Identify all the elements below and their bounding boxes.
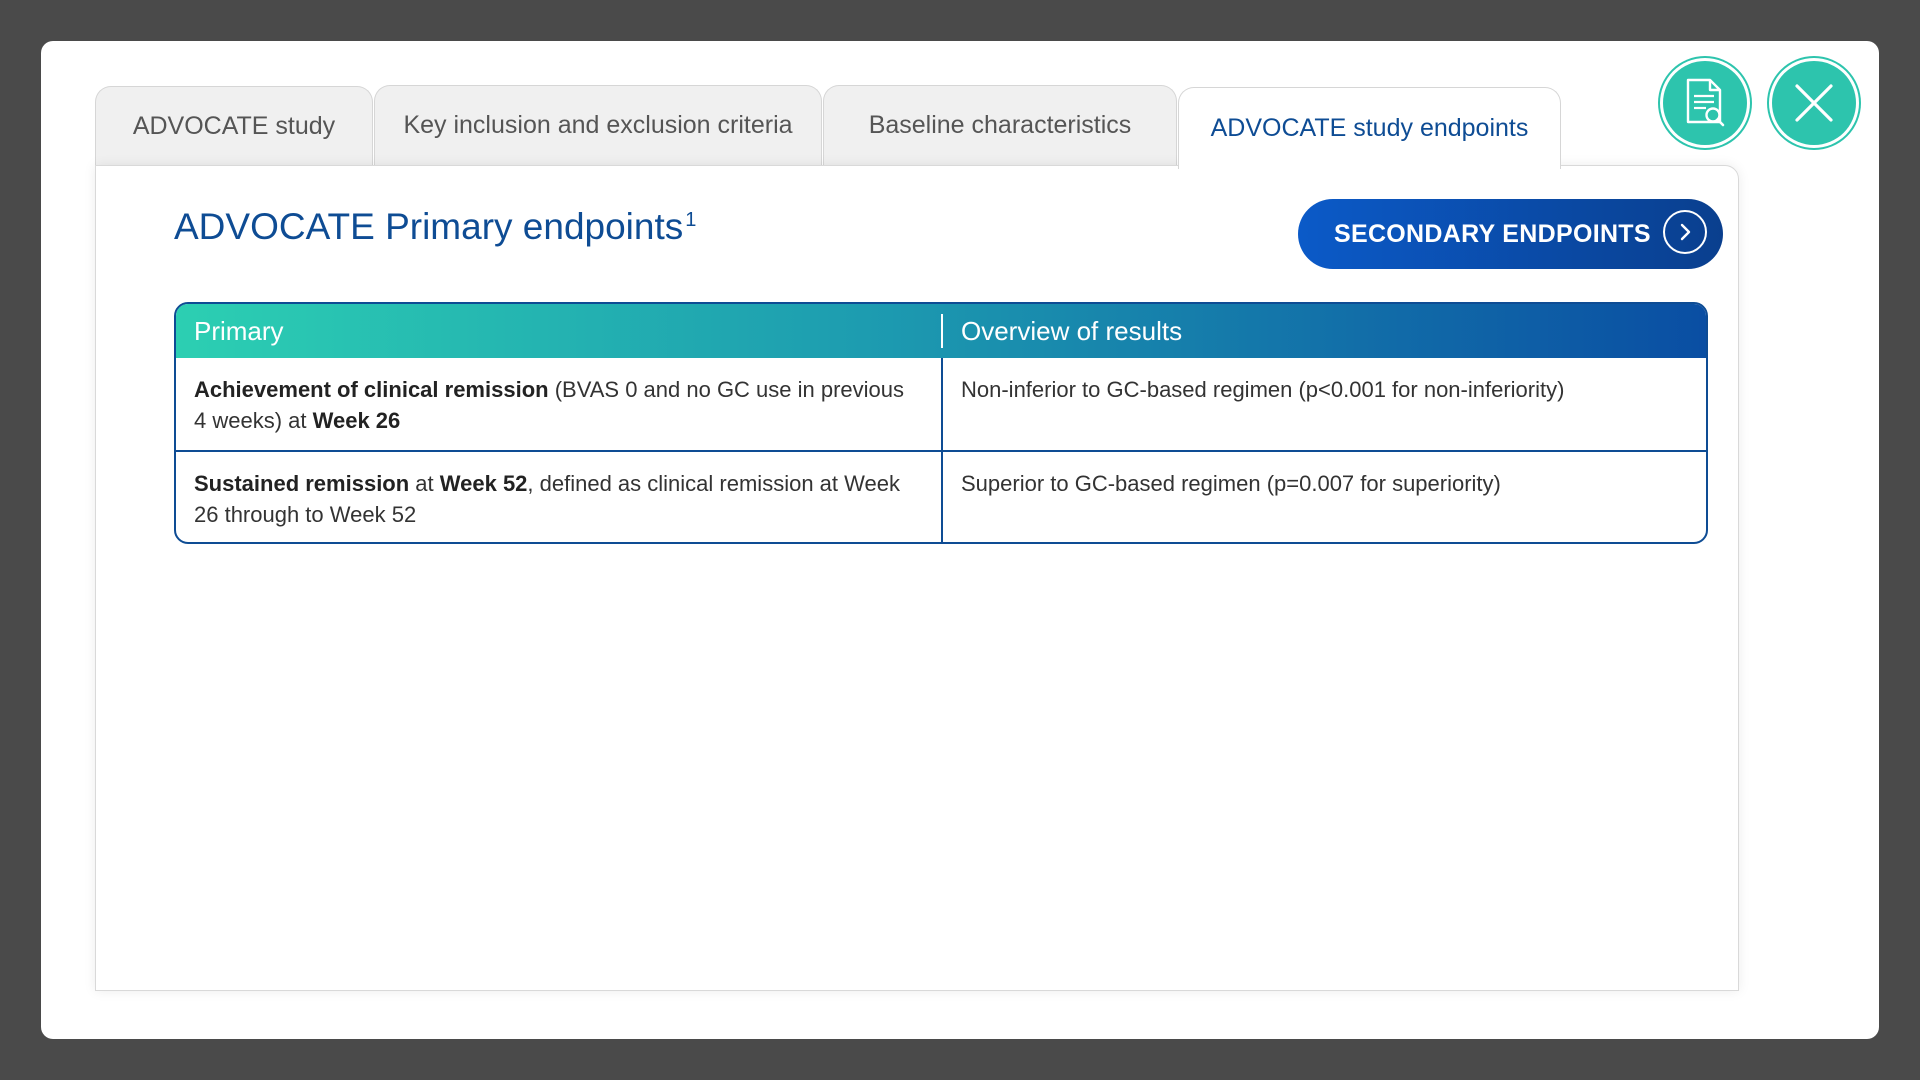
page-title xyxy=(174,206,696,248)
result-cell: Superior to GC-based regimen (p=0.007 for superiority) xyxy=(941,452,1706,542)
secondary-endpoints-label: SECONDARY ENDPOINTS xyxy=(1334,219,1651,248)
table-body xyxy=(176,358,1706,542)
endpoints-table xyxy=(174,302,1708,544)
table-row xyxy=(176,358,1706,450)
tab-advocate-study[interactable] xyxy=(95,86,373,166)
close-button[interactable] xyxy=(1772,61,1856,145)
primary-bold-week: Week 52 xyxy=(439,471,528,496)
tab-baseline-characteristics[interactable] xyxy=(823,85,1177,165)
tab-label: Key inclusion and exclusion criteria xyxy=(403,111,793,139)
footnote-ref: 1 xyxy=(685,208,697,231)
primary-cell xyxy=(176,452,941,542)
primary-bold: Achievement of clinical remission xyxy=(194,377,549,402)
table-row xyxy=(176,450,1706,542)
tab-label: ADVOCATE study endpoints xyxy=(1210,114,1529,142)
primary-bold-week: Week 26 xyxy=(312,408,401,433)
document-button[interactable] xyxy=(1663,61,1747,145)
primary-text: (BVAS 0 and no GC use in previous 4 weeks) at xyxy=(194,377,905,433)
primary-cell xyxy=(176,358,941,450)
content-panel xyxy=(95,165,1739,991)
modal-window xyxy=(41,41,1879,1039)
result-cell: Non-inferior to GC-based regimen (p<0.001 for non-inferiority) xyxy=(941,358,1706,450)
secondary-endpoints-button[interactable] xyxy=(1298,199,1723,269)
close-icon xyxy=(1792,81,1836,125)
column-header-primary: Primary xyxy=(194,315,284,346)
primary-bold: Sustained remission xyxy=(194,471,410,496)
document-search-icon xyxy=(1682,77,1728,129)
primary-text: at xyxy=(409,471,440,496)
page-title-text: ADVOCATE Primary endpoints xyxy=(174,206,684,247)
tab-label: ADVOCATE study xyxy=(132,112,336,140)
tab-label: Baseline characteristics xyxy=(868,111,1132,139)
column-header-results: Overview of results xyxy=(941,314,1706,348)
tab-study-endpoints[interactable] xyxy=(1178,87,1561,169)
primary-tail: , defined as clinical remission at Week 26 through to Week 52 xyxy=(194,471,900,527)
table-header xyxy=(176,304,1706,358)
chevron-right-icon xyxy=(1663,210,1707,254)
tab-inclusion-exclusion[interactable] xyxy=(374,85,822,165)
